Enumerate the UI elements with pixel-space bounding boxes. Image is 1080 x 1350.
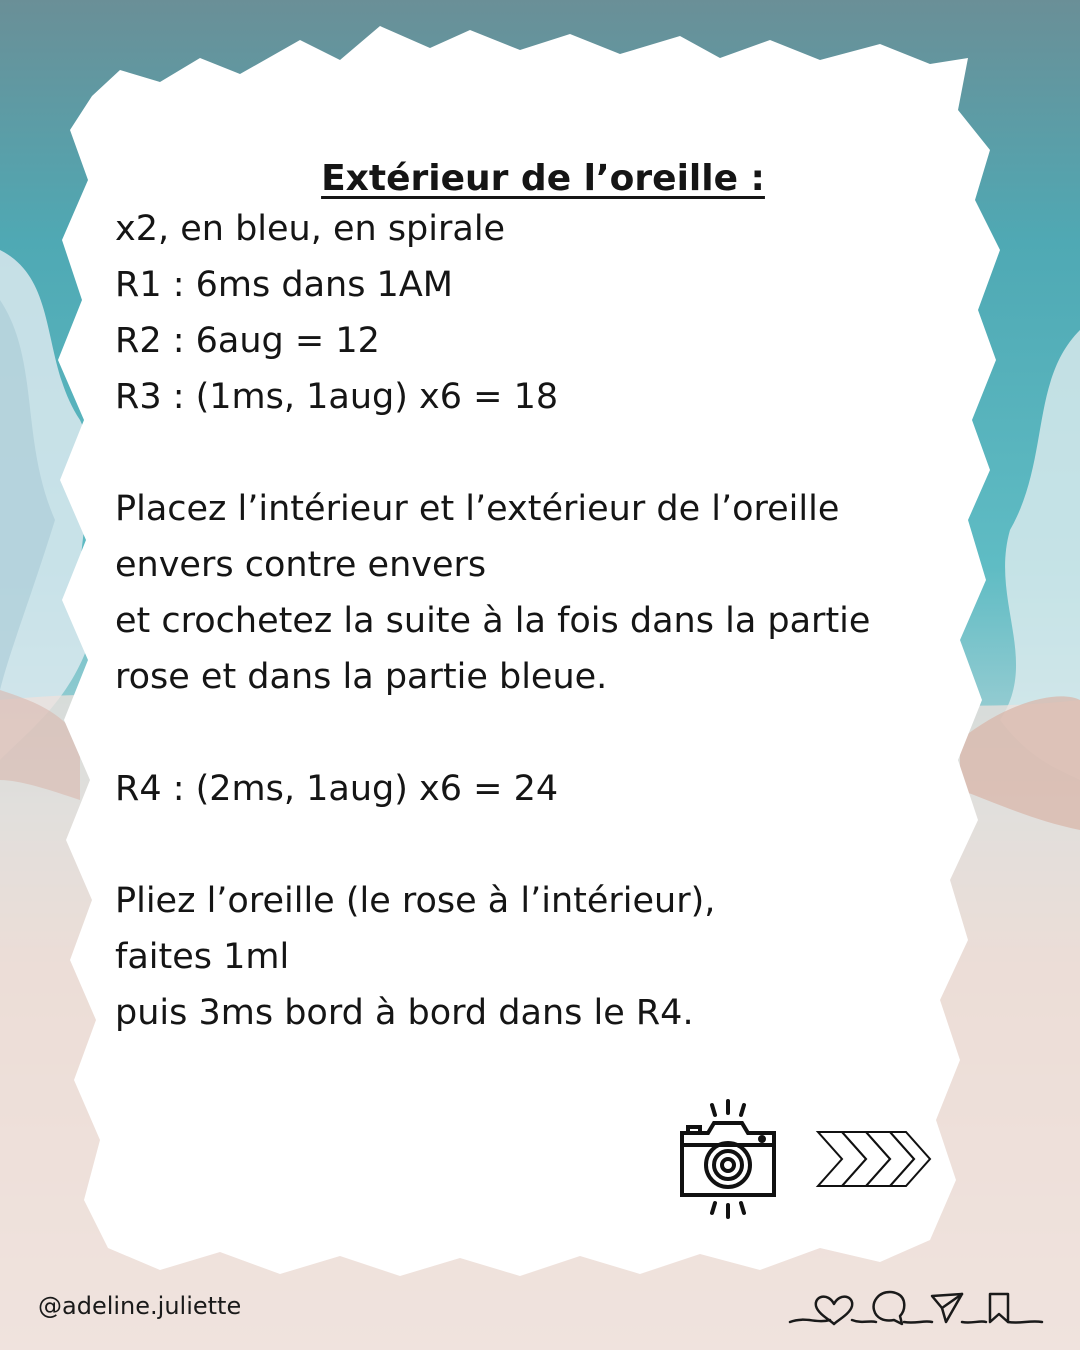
instruction-line: puis 3ms bord à bord dans le R4.: [115, 993, 694, 1033]
send-icon[interactable]: [932, 1294, 962, 1322]
comment-icon[interactable]: [874, 1292, 905, 1324]
instruction-line: faites 1ml: [115, 937, 290, 977]
instruction-line: R2 : 6aug = 12: [115, 321, 380, 361]
spacer: [115, 817, 995, 873]
chevrons-right-icon[interactable]: [814, 1126, 934, 1192]
instruction-line: x2, en bleu, en spirale: [115, 209, 506, 249]
instruction-line: envers contre envers: [115, 545, 487, 585]
instruction-line: Pliez l’oreille (le rose à l’intérieur),: [115, 881, 716, 921]
instruction-line: rose et dans la partie bleue.: [115, 657, 608, 697]
author-handle: @adeline.juliette: [38, 1292, 242, 1320]
camera-icon: [676, 1097, 780, 1221]
instruction-line: R4 : (2ms, 1aug) x6 = 24: [115, 769, 559, 809]
bookmark-icon[interactable]: [990, 1294, 1008, 1322]
instruction-line: et crochetez la suite à la fois dans la partie: [115, 601, 871, 641]
instruction-line: R1 : 6ms dans 1AM: [115, 265, 453, 305]
spacer: [115, 705, 995, 761]
instruction-line: Placez l’intérieur et l’extérieur de l’oreille: [115, 489, 840, 529]
spacer: [115, 425, 995, 481]
social-icons-bar: [786, 1284, 1046, 1330]
instruction-line: R3 : (1ms, 1aug) x6 = 18: [115, 377, 559, 417]
pattern-text: [115, 158, 995, 1041]
section-title: Extérieur de l’oreille :: [321, 158, 765, 199]
